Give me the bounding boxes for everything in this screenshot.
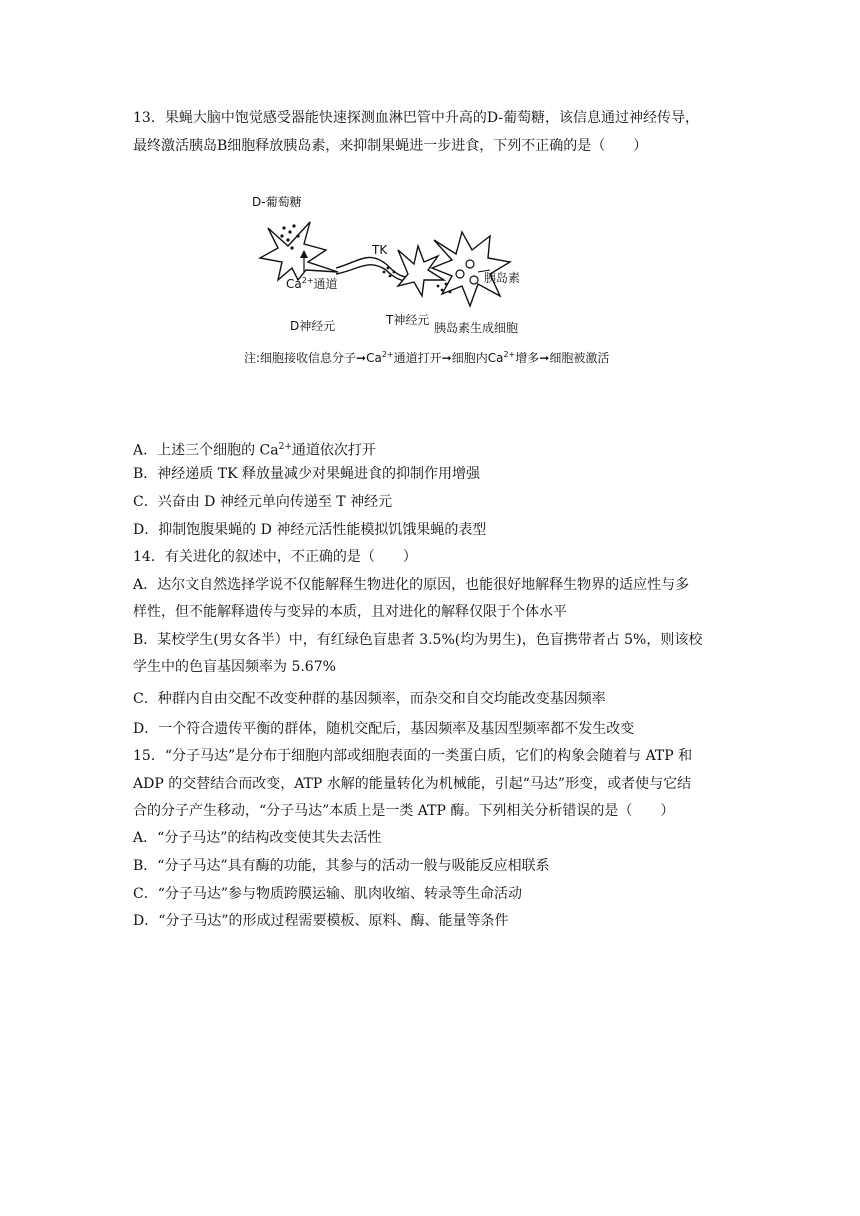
label-insulin: 胰岛素 [484, 271, 521, 285]
q15-stem-line1: 15．“分子马达”是分布于细胞内部或细胞表面的一类蛋白质，它们的构象会随着与 ATP 和 [133, 748, 693, 764]
q14-option-d: D．一个符合遗传平衡的群体，随机交配后，基因频率及基因型频率都不发生改变 [133, 721, 635, 737]
label-tk: TK [372, 243, 388, 257]
label-ca-channel: $Ca^{2+}$通道 [286, 276, 338, 291]
q13-figure [238, 188, 648, 372]
q14-option-c: C．种群内自由交配不改变种群的基因频率，而杂交和自交均能改变基因频率 [133, 691, 606, 707]
q13-option-b: B．神经递质 TK 释放量减少对果蝇进食的抑制作用增强 [133, 466, 480, 482]
q13-stem-line2: 最终激活胰岛B细胞释放胰岛素，来抑制果蝇进一步进食，下列不正确的是（ ） [133, 138, 648, 154]
q15-option-b: B．“分子马达”具有酶的功能，其参与的活动一般与吸能反应相联系 [133, 858, 550, 874]
q14-option-a-line2: 样性，但不能解释遗传与变异的本质，且对进化的解释仅限于个体水平 [133, 604, 567, 620]
q14-option-b-line1: B．某校学生(男女各半）中，有红绿色盲患者 3.5%(均为男生)，色盲携带者占 5%，则该校 [133, 632, 703, 648]
q13-option-c: C．兴奋由 D 神经元单向传递至 T 神经元 [133, 494, 393, 510]
figure-note: 注:细胞接收信息分子$➞Ca^{2+}$通道打开➞细胞内$Ca^{2+}$增多➞细胞被激活 [244, 350, 610, 365]
q15-option-c: C．“分子马达”参与物质跨膜运输、肌肉收缩、转录等生命活动 [133, 886, 523, 902]
q13-option-a: A．上述三个细胞的 $Ca^{2+}$通道依次打开 [133, 442, 376, 459]
label-glucose: D-葡萄糖 [252, 195, 302, 209]
q15-option-a: A．“分子马达”的结构改变使其失去活性 [133, 830, 382, 846]
label-t-neuron: T神经元 [386, 313, 430, 327]
label-insulin-cell: 胰岛素生成细胞 [434, 321, 519, 335]
q15-stem-line3: 合的分子产生移动，“分子马达”本质上是一类 ATP 酶。下列相关分析错误的是（ ） [133, 803, 675, 819]
label-d-neuron: D神经元 [290, 319, 336, 333]
t-neuron-shape [398, 246, 444, 296]
q14-stem: 14．有关进化的叙述中，不正确的是（ ） [133, 549, 417, 565]
neuron-diagram [238, 188, 648, 372]
q13-stem-line1: 13．果蝇大脑中饱觉感受器能快速探测血淋巴管中升高的D-葡萄糖，该信息通过神经传导， [133, 110, 700, 126]
q15-option-d: D．“分子马达”的形成过程需要模板、原料、酶、能量等条件 [133, 913, 509, 929]
q14-option-b-line2: 学生中的色盲基因频率为 5.67% [133, 659, 336, 675]
d-neuron-shape [260, 222, 338, 280]
q13-option-d: D．抑制饱腹果蝇的 D 神经元活性能模拟饥饿果蝇的表型 [133, 522, 487, 538]
insulin-cell-shape [432, 232, 510, 306]
q15-stem-line2: ADP 的交替结合而改变，ATP 水解的能量转化为机械能，引起“马达”形变，或者使与它结 [133, 776, 692, 792]
q14-option-a-line1: A．达尔文自然选择学说不仅能解释生物进化的原因，也能很好地解释生物界的适应性与多 [133, 577, 690, 593]
